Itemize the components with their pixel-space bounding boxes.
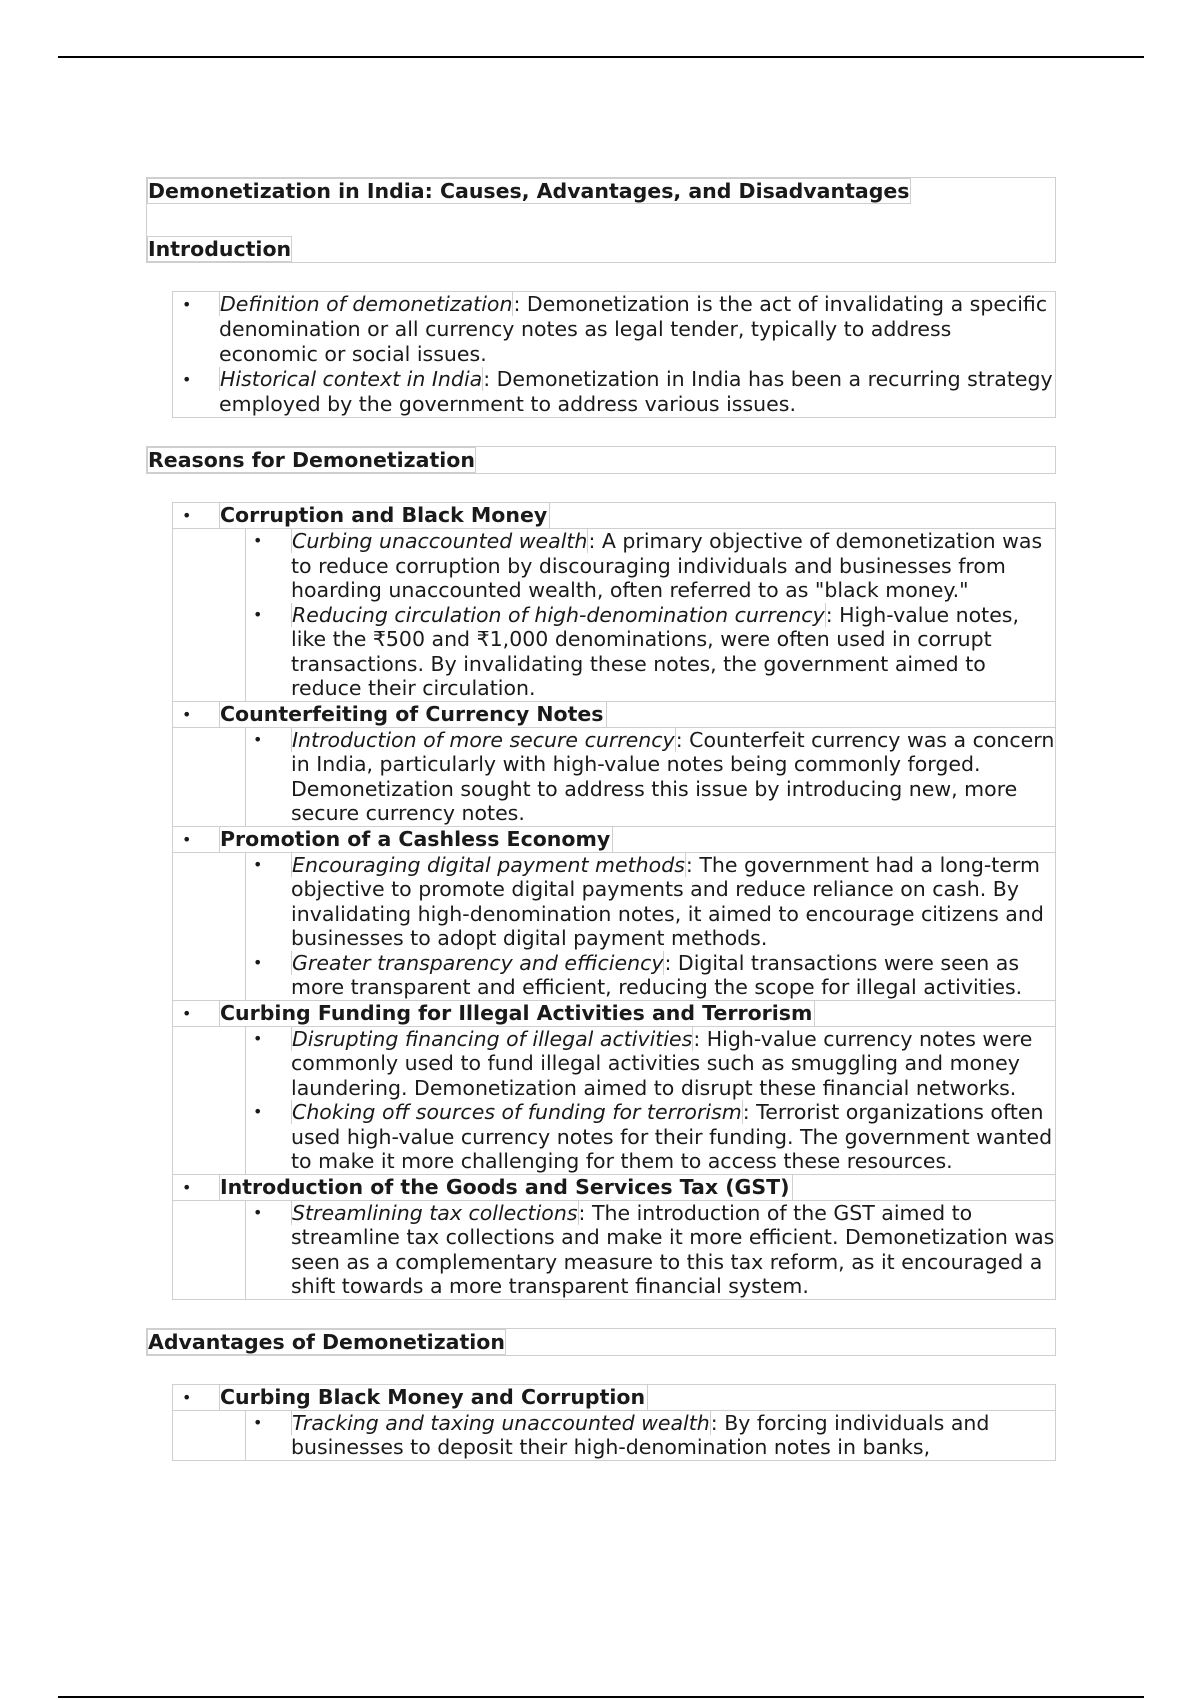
item-text: : The government had a long-term objective to promote digital payments and reduce reliance on cash. By invalidating high-denomination notes, it aimed to encourage citizens and businesses to adopt digital payment methods. — [291, 852, 1044, 950]
bullet-icon: • — [253, 531, 263, 550]
bullet-icon: • — [182, 704, 192, 724]
bullet-icon: • — [253, 854, 263, 874]
item-text: : Demonetization is the act of invalidating a specific denomination or all currency notes as legal tender, typically to address economic or social issues. — [219, 292, 1048, 366]
item-term: Definition of demonetization — [220, 292, 513, 316]
category-title: Curbing Black Money and Corruption — [219, 1385, 648, 1410]
reason-category — [173, 701, 1055, 826]
bullet-icon: • — [182, 1177, 192, 1197]
item-text: : High-value notes, like the ₹500 and ₹1,000 denominations, were often used in corrupt transactions. By invalidating these notes, the government aimed to reduce their circulation. — [291, 602, 1019, 700]
list-item — [245, 603, 1055, 701]
bullet-icon: • — [253, 1102, 263, 1121]
bullet-icon: • — [253, 729, 263, 749]
category-title: Curbing Funding for Illegal Activities and Terrorism — [219, 1001, 815, 1026]
bullet-icon: • — [182, 1003, 192, 1023]
item-term: Tracking and taxing unaccounted wealth — [292, 1410, 710, 1435]
item-text: : A primary objective of demonetization was to reduce corruption by discouraging individuals and businesses from hoarding unaccounted wealth, often referred to as "black money." — [291, 529, 1043, 602]
bullet-icon: • — [253, 604, 263, 624]
category-title: Introduction of the Goods and Services Tax (GST) — [219, 1175, 793, 1200]
list-item — [245, 1411, 1055, 1460]
list-item — [245, 728, 1055, 826]
item-text: : Terrorist organizations often used high-value currency notes for their funding. The government wanted to make it more challenging for them to access these resources. — [291, 1100, 1053, 1173]
reason-category — [173, 503, 1055, 701]
list-item — [245, 1027, 1055, 1101]
item-text: : By forcing individuals and businesses to deposit their high-denomination notes in banks, — [291, 1410, 990, 1459]
sub-list — [173, 852, 1055, 1000]
section-heading-reasons: Reasons for Demonetization — [148, 448, 475, 472]
reasons-heading-block — [146, 446, 1056, 474]
introduction-list — [172, 291, 1056, 418]
footer-rule — [58, 1696, 1144, 1698]
sub-list — [173, 727, 1055, 826]
item-text: : Digital transactions were seen as more transparent and efficient, reducing the scope for illegal activities. — [291, 950, 1023, 999]
reason-category — [173, 826, 1055, 1000]
item-term: Curbing unaccounted wealth — [292, 529, 588, 553]
bullet-icon: • — [182, 506, 192, 525]
reasons-list — [172, 502, 1056, 1300]
item-text: : Demonetization in India has been a recurring strategy employed by the government to address various issues. — [219, 367, 1053, 416]
list-item — [173, 292, 1055, 367]
reason-category — [173, 1000, 1055, 1174]
list-item — [245, 853, 1055, 951]
bullet-icon: • — [253, 1412, 263, 1432]
header-rule — [58, 56, 1144, 58]
category-title: Counterfeiting of Currency Notes — [219, 702, 607, 727]
sub-list — [173, 1410, 1055, 1460]
list-item — [173, 367, 1055, 417]
reason-category — [173, 1174, 1055, 1299]
category-title: Promotion of a Cashless Economy — [219, 827, 613, 852]
sub-list — [173, 528, 1055, 701]
document-body — [146, 177, 1056, 1461]
item-term: Encouraging digital payment methods — [292, 852, 685, 877]
bullet-icon: • — [182, 370, 192, 389]
item-term: Introduction of more secure currency — [292, 727, 675, 752]
item-term: Disrupting financing of illegal activities — [292, 1026, 693, 1051]
item-term: Greater transparency and efficiency — [292, 950, 664, 975]
document-title: Demonetization in India: Causes, Advantages, and Disadvantages — [148, 179, 910, 203]
item-term: Historical context in India — [220, 367, 483, 391]
section-heading-advantages: Advantages of Demonetization — [148, 1329, 505, 1354]
section-heading-introduction: Introduction — [148, 237, 292, 261]
list-item — [245, 529, 1055, 603]
bullet-icon: • — [253, 1028, 263, 1048]
title-block — [146, 177, 1056, 263]
advantages-list — [172, 1384, 1056, 1461]
list-item — [245, 1100, 1055, 1174]
list-item — [245, 951, 1055, 1000]
list-item — [245, 1201, 1055, 1299]
sub-list — [173, 1200, 1055, 1299]
item-term: Reducing circulation of high-denomination currency — [292, 602, 825, 627]
sub-list — [173, 1026, 1055, 1174]
advantage-category — [173, 1385, 1055, 1460]
bullet-icon: • — [182, 829, 192, 849]
advantages-heading-block — [146, 1328, 1056, 1356]
bullet-icon: • — [182, 295, 192, 314]
item-term: Choking off sources of funding for terrorism — [292, 1100, 742, 1124]
item-text: : The introduction of the GST aimed to streamline tax collections and make it more efficient. Demonetization was seen as a complementary measure to this tax reform, as it encouraged a shift towards a more transparent financial system. — [291, 1200, 1055, 1298]
bullet-icon: • — [253, 1202, 263, 1222]
item-term: Streamlining tax collections — [292, 1200, 578, 1225]
bullet-icon: • — [182, 1387, 192, 1407]
item-text: : High-value currency notes were commonly used to fund illegal activities such as smuggling and money laundering. Demonetization aimed to disrupt these financial networks. — [291, 1026, 1033, 1100]
bullet-icon: • — [253, 952, 263, 972]
item-text: : Counterfeit currency was a concern in India, particularly with high-value notes being commonly forged. Demonetization sought to address this issue by introducing new, more secure currency notes. — [291, 727, 1055, 825]
category-title: Corruption and Black Money — [219, 503, 550, 528]
